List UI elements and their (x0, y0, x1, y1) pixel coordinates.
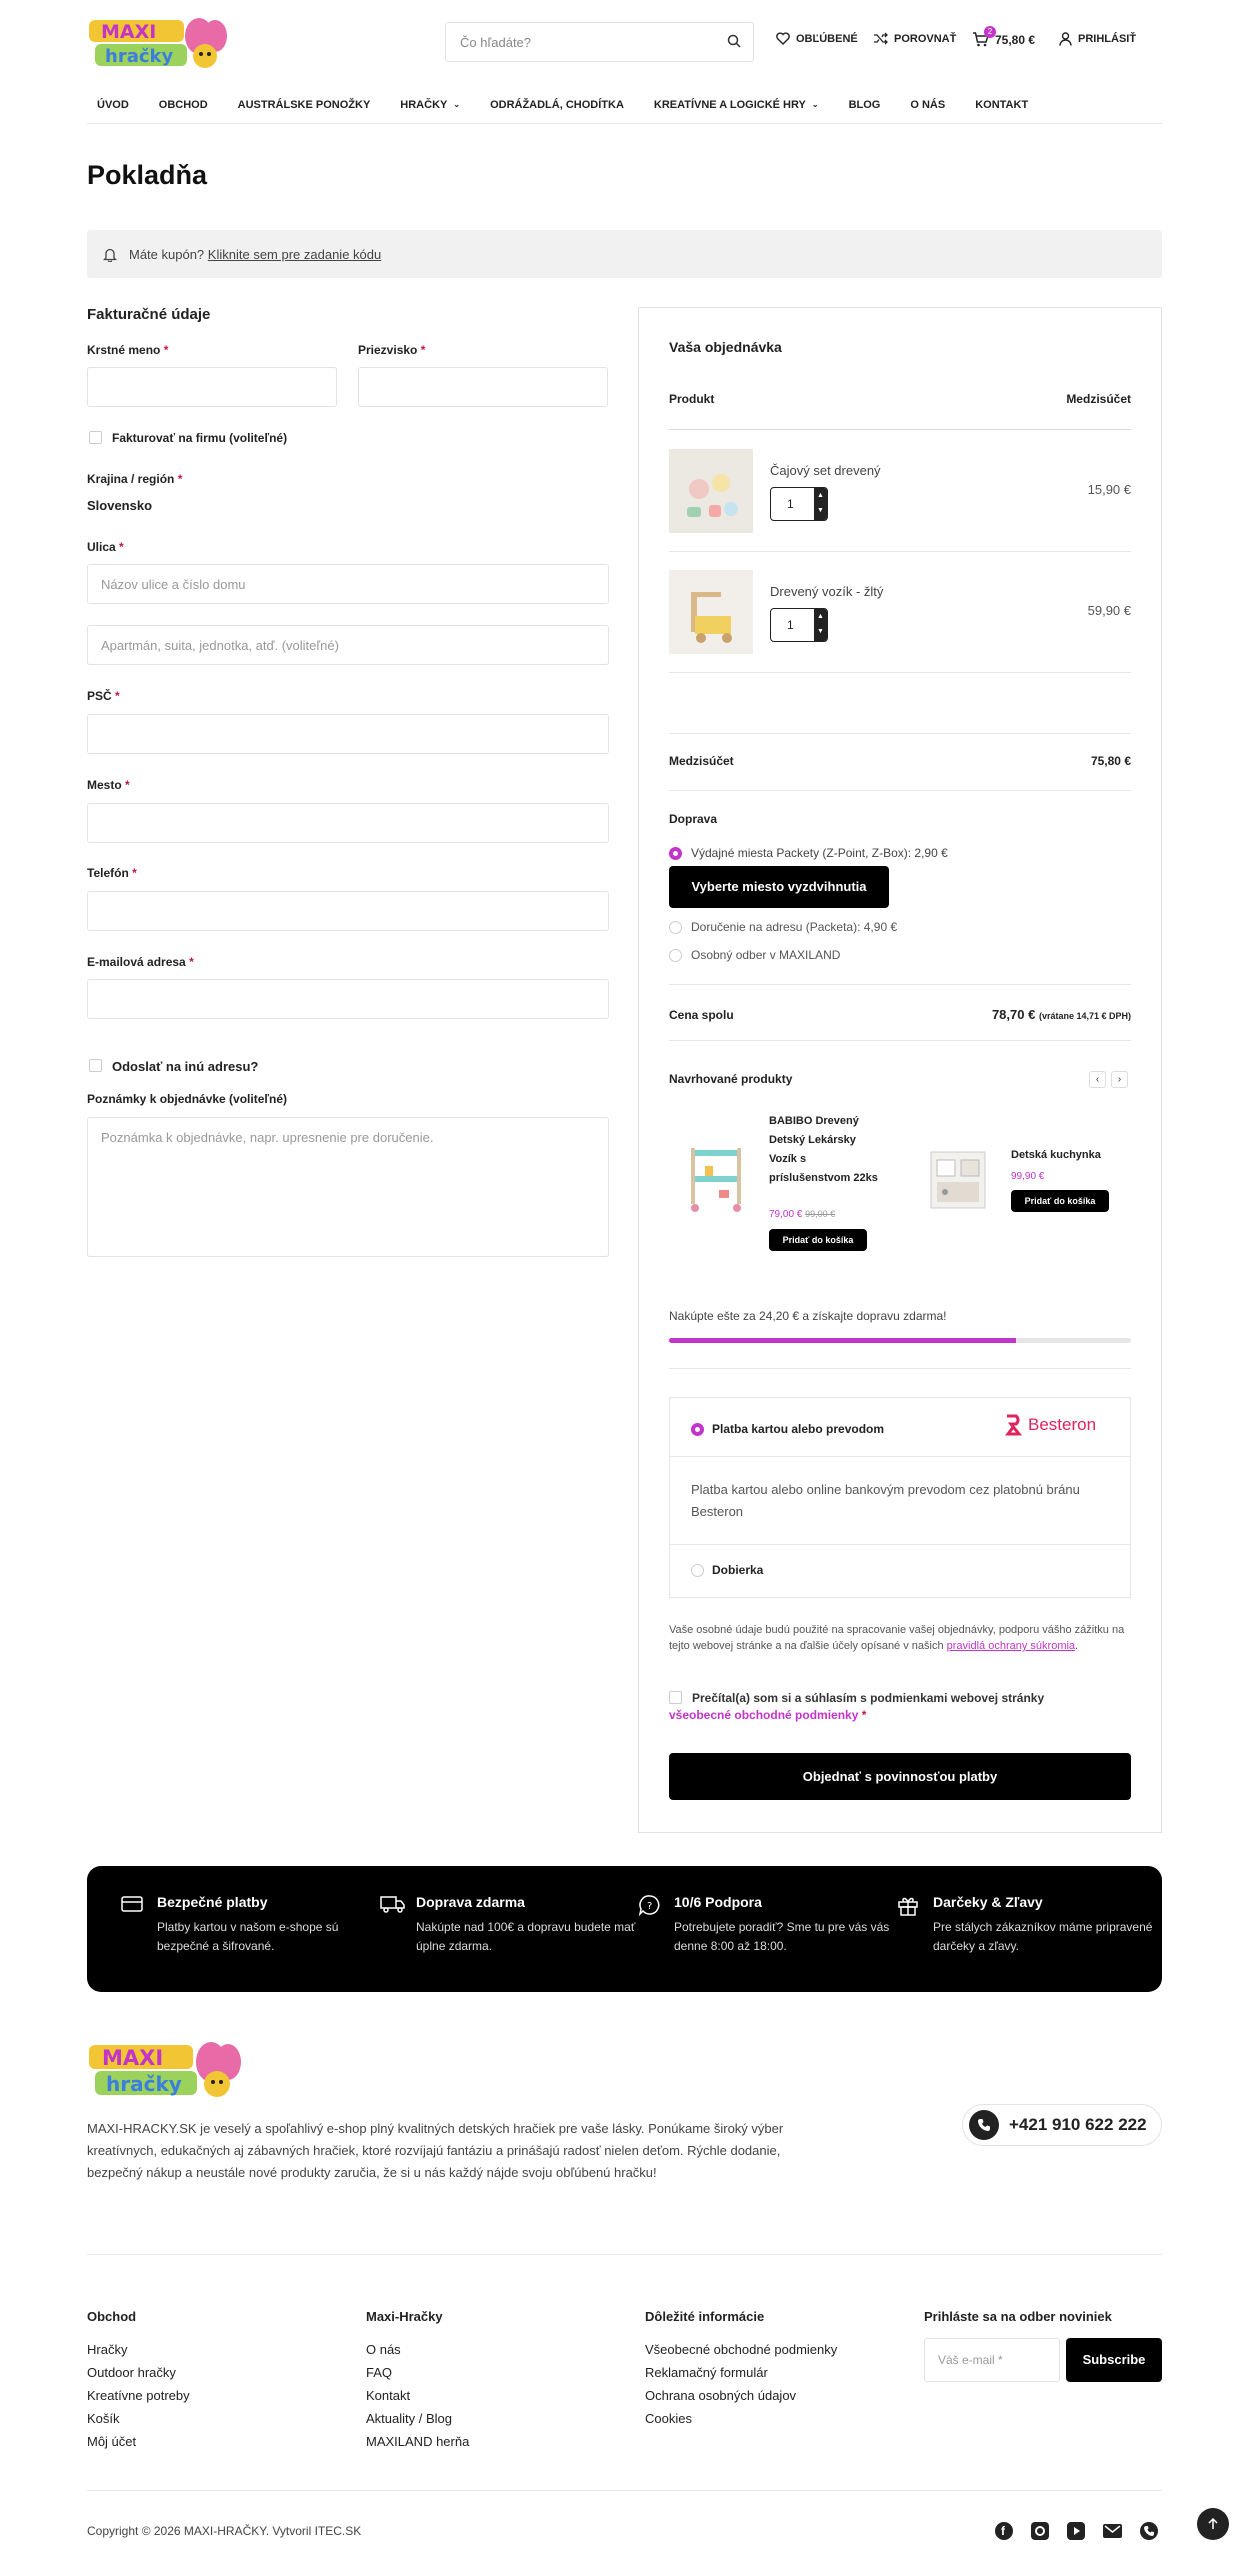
total-tax: (vrátane 14,71 € DPH) (1038, 1011, 1131, 1021)
svg-text:MAXI: MAXI (101, 21, 157, 43)
quantity-value: 1 (787, 497, 794, 511)
footer-col-title: Obchod (87, 2309, 137, 2324)
suggested-product-price: 99,90 € (1011, 1171, 1045, 1182)
login-link[interactable] (1059, 32, 1136, 46)
wishlist-label: OBĽÚBENÉ (796, 32, 858, 45)
shipping-option-label: Osobný odber v MAXILAND (691, 948, 841, 962)
subtotal-value: 75,80 € (1090, 754, 1131, 768)
main-menu (87, 86, 1162, 124)
search-placeholder: Čo hľadáte? (460, 35, 532, 50)
menu-label: AUSTRÁLSKE PONOŽKY (237, 98, 371, 111)
street-label: Ulica * (87, 540, 124, 554)
login-label: PRIHLÁSIŤ (1078, 33, 1137, 45)
terms-link-line: všeobecné obchodné podmienky * (669, 1708, 867, 1722)
menu-label: O NÁS (910, 98, 946, 111)
street2-input[interactable] (87, 625, 609, 665)
feature-secure-payments (157, 1894, 387, 1956)
divider (669, 1040, 1131, 1041)
city-label: Mesto * (87, 778, 130, 792)
col-subtotal: Medzisúčet (1066, 392, 1131, 406)
payment-cod-label: Dobierka (712, 1563, 764, 1577)
coupon-link[interactable]: Kliknite sem pre zadanie kódu (207, 246, 382, 262)
menu-item-kontakt[interactable] (975, 99, 1028, 111)
search-icon[interactable] (727, 34, 741, 51)
quantity-arrows[interactable]: ▲ ▼ (814, 488, 827, 520)
divider (669, 1368, 1131, 1369)
privacy-notice: Vaše osobné údaje budú použité na spracovanie vašej objednávky, podporu vášho zážitku na tejto webovej stránke a na ďalšie účely opísané v našich pravidlá ochrany súkromia. (669, 1624, 1125, 1652)
menu-item-kreativne[interactable] (654, 99, 819, 111)
footer-link[interactable]: Košík (87, 2411, 120, 2426)
chevron-right-icon[interactable]: › (1111, 1071, 1128, 1088)
company-checkbox[interactable] (89, 431, 102, 444)
suggested-product-image[interactable] (911, 1130, 1005, 1224)
footer-about: MAXI-HRACKY.SK je veselý a spoľahlivý e-shop plný kvalitných detských hračiek pre vaše lásky. Ponúkame široký výber kreatívnych, edukačných aj zábavných hračiek, ktoré rozvíjajú fantáziu a prinášajú radosť nielen deťom. Rýchle dodanie, bezpečný nákup a neustále nové produkty zaručia, že si u nás každý nájde svoju obľúbenú hračku! (87, 2121, 784, 2180)
divider (669, 733, 1131, 734)
truck-icon (380, 1894, 406, 1917)
notes-placeholder: Poznámka k objednávke, napr. upresnenie pre doručenie. (101, 1130, 434, 1145)
quantity-stepper[interactable] (770, 487, 828, 521)
footer-link[interactable]: Aktuality / Blog (366, 2411, 452, 2426)
cart-total: 75,80 € (995, 32, 1036, 47)
footer-link[interactable]: Kreatívne potreby (87, 2388, 190, 2403)
payment-card-label: Platba kartou alebo prevodom (712, 1422, 885, 1436)
pickup-point-button[interactable]: Vyberte miesto vyzdvihnutia (669, 866, 889, 908)
add-to-cart-button[interactable]: Pridať do košíka (1011, 1190, 1109, 1212)
terms-checkbox[interactable] (669, 1691, 682, 1704)
feature-free-shipping (416, 1894, 646, 1956)
privacy-text: Vaše osobné údaje budú použité na spracovanie vašej objednávky, podporu vášho zážitku na tejto webovej stránke a na ďalšie účely opísané v našich (669, 1624, 1125, 1652)
footer-col-info (645, 2309, 837, 2434)
shipping-option-label: Doručenie na adresu (Packeta): 4,90 € (691, 920, 898, 934)
instagram-icon[interactable] (1031, 2522, 1049, 2540)
footer-link[interactable]: Reklamačný formulár (645, 2365, 768, 2380)
besteron-logo (1005, 1414, 1096, 1436)
free-shipping-text: Nakúpte ešte za 24,20 € a získajte dopravu zdarma! (669, 1309, 947, 1323)
free-shipping-progress (669, 1338, 1131, 1343)
chevron-down-icon: ⌄ (453, 100, 461, 109)
notes-textarea[interactable] (87, 1117, 609, 1257)
notes-label: Poznámky k objednávke (voliteľné) (87, 1092, 288, 1106)
city-input[interactable] (87, 803, 609, 843)
item-price: 15,90 € (1087, 482, 1131, 497)
item-name[interactable]: Drevený vozík - žltý (770, 584, 884, 599)
cart-count-badge: 2 (984, 26, 996, 38)
footer-divider (87, 2254, 1162, 2255)
menu-label: KONTAKT (975, 98, 1029, 111)
page-title: Pokladňa (87, 160, 208, 190)
footer-link[interactable]: Môj účet (87, 2434, 137, 2449)
heart-icon (776, 32, 790, 45)
feature-title: 10/6 Podpora (674, 1894, 762, 1910)
divider (669, 551, 1131, 552)
footer-link[interactable]: Hračky (87, 2342, 128, 2357)
bell-icon (103, 247, 117, 262)
svg-text:?: ? (647, 1901, 653, 1912)
menu-item-ponozky[interactable] (238, 99, 371, 111)
street2-placeholder: Apartmán, suita, jednotka, atď. (voliteľné) (101, 638, 339, 653)
youtube-icon[interactable] (1067, 2522, 1085, 2540)
cart-link[interactable] (972, 32, 1035, 47)
payment-card-description: Platba kartou alebo online bankovým prevodom cez platobnú bránu Besteron (691, 1482, 1080, 1519)
first-name-input[interactable] (87, 367, 337, 407)
feature-desc: Pre stálych zákazníkov máme pripravené darčeky a zľavy. (933, 1920, 1153, 1953)
zip-label: PSČ * (87, 689, 120, 703)
quantity-stepper[interactable] (770, 608, 828, 642)
item-price: 59,90 € (1087, 603, 1131, 618)
phone-small-icon[interactable] (1140, 2522, 1158, 2540)
coupon-text: Máte kupón? (129, 246, 205, 262)
quantity-arrows[interactable]: ▲ ▼ (814, 609, 827, 641)
shipping-radio-packeta[interactable] (669, 847, 682, 860)
company-label: Fakturovať na firmu (voliteľné) (112, 431, 288, 445)
zip-input[interactable] (87, 714, 609, 754)
menu-label: ODRÁŽADLÁ, CHODÍTKA (490, 98, 624, 111)
feature-title: Darčeky & Zľavy (933, 1894, 1043, 1910)
progress-fill (669, 1338, 1016, 1343)
country-value: Slovensko (87, 498, 153, 513)
suggested-product-price (769, 1209, 835, 1220)
col-product: Produkt (669, 392, 715, 406)
old-price: 99,00 € (805, 1209, 836, 1219)
phone-icon (969, 2110, 999, 2140)
ship-other-label: Odoslať na inú adresu? (112, 1059, 259, 1074)
email-input[interactable] (87, 979, 609, 1019)
footer-col-title: Maxi-Hračky (366, 2309, 443, 2324)
features-band (87, 1866, 1162, 1992)
suggested-product-name[interactable]: BABIBO Drevený Detský Lekársky Vozík s príslušenstvom 22ks (769, 1115, 878, 1184)
suggested-product-name[interactable]: Detská kuchynka (1011, 1149, 1101, 1161)
footer-link[interactable]: MAXILAND herňa (366, 2434, 470, 2449)
credit-card-icon (121, 1894, 145, 1917)
footer-link[interactable]: Cookies (645, 2411, 692, 2426)
phone-input[interactable] (87, 891, 609, 931)
menu-item-obchod[interactable] (159, 99, 208, 111)
shipping-label: Doprava (669, 812, 718, 826)
total-label: Cena spolu (669, 1008, 734, 1022)
divider (670, 1456, 1130, 1457)
footer-divider (87, 2490, 1162, 2491)
menu-label: HRAČKY (400, 98, 448, 111)
wishlist-link[interactable] (776, 32, 858, 45)
footer-link[interactable]: O nás (366, 2342, 401, 2357)
order-heading: Vaša objednávka (669, 339, 782, 355)
country-label: Krajina / región * (87, 472, 183, 486)
shuffle-icon (873, 32, 888, 45)
street-placeholder: Názov ulice a číslo domu (101, 577, 246, 592)
newsletter-email-input[interactable] (924, 2338, 1060, 2382)
place-order-button[interactable]: Objednať s povinnosťou platby (669, 1753, 1131, 1800)
newsletter-title: Prihláste sa na odber noviniek (924, 2309, 1112, 2324)
menu-item-uvod[interactable] (97, 99, 129, 111)
quantity-value: 1 (787, 618, 794, 632)
divider (669, 984, 1131, 985)
street-input[interactable] (87, 564, 609, 604)
payment-radio-card[interactable] (691, 1423, 704, 1436)
email-icon[interactable] (1103, 2524, 1122, 2538)
divider (669, 790, 1131, 791)
billing-heading: Fakturačné údaje (87, 306, 211, 323)
price: 79,00 € (769, 1209, 803, 1220)
phone-label: Telefón * (87, 866, 137, 880)
terms-text: Prečítal(a) som si a súhlasím s podmienkami webovej stránky (692, 1691, 1045, 1705)
svg-text:hračky: hračky (105, 46, 174, 67)
menu-label: OBCHOD (158, 98, 208, 111)
menu-label: KREATÍVNE A LOGICKÉ HRY (653, 98, 806, 111)
footer-link[interactable]: FAQ (366, 2365, 393, 2380)
shipping-radio-address[interactable] (669, 921, 682, 934)
back-to-top-button[interactable] (1197, 2508, 1229, 2540)
feature-desc: Potrebujete poradiť? Sme tu pre vás vás denne 8:00 až 18:00. (674, 1920, 890, 1953)
last-name-label: Priezvisko * (358, 343, 426, 357)
divider (669, 429, 1131, 430)
menu-item-hracky[interactable] (400, 99, 460, 111)
arrow-up-icon (1207, 2518, 1219, 2530)
footer-link[interactable]: Ochrana osobných údajov (645, 2388, 797, 2403)
menu-label: BLOG (848, 98, 881, 111)
total-value-wrap (992, 1007, 1131, 1022)
divider (670, 1544, 1130, 1545)
menu-item-o-nas[interactable] (910, 99, 945, 111)
order-review-box (638, 307, 1162, 1833)
email-label: E-mailová adresa * (87, 955, 194, 969)
svg-text:hračky: hračky (106, 2072, 182, 2096)
footer-col-title: Dôležité informácie (645, 2309, 765, 2324)
feature-title: Doprava zdarma (416, 1894, 525, 1910)
newsletter-placeholder: Váš e-mail * (938, 2353, 1003, 2367)
suggested-heading: Navrhované produkty (669, 1072, 793, 1086)
item-name[interactable]: Čajový set drevený (770, 463, 881, 478)
footer-link[interactable]: Všeobecné obchodné podmienky (645, 2342, 838, 2357)
shipping-radio-pickup[interactable] (669, 949, 682, 962)
payment-radio-cod[interactable] (691, 1564, 704, 1577)
footer-link[interactable]: Kontakt (366, 2388, 411, 2403)
chevron-down-icon: ⌄ (811, 100, 819, 109)
feature-desc: Nakúpte nad 100€ a dopravu budete mať úplne zdarma. (416, 1920, 636, 1953)
footer-col-shop (87, 2309, 190, 2457)
user-icon (1059, 32, 1072, 46)
besteron-text: Besteron (1028, 1415, 1097, 1434)
add-to-cart-button[interactable]: Pridať do košíka (769, 1229, 867, 1251)
first-name-label: Krstné meno * (87, 343, 169, 357)
compare-label: POROVNAŤ (894, 32, 957, 45)
footer-link[interactable]: Outdoor hračky (87, 2365, 176, 2380)
terms-link[interactable]: všeobecné obchodné podmienky (669, 1708, 859, 1722)
gift-icon (897, 1894, 919, 1919)
last-name-input[interactable] (358, 367, 608, 407)
phone-button[interactable] (962, 2104, 1162, 2146)
chevron-left-icon[interactable]: ‹ (1089, 1071, 1106, 1088)
feature-support (647, 1894, 904, 1956)
suggested-product-image[interactable] (669, 1130, 763, 1224)
compare-link[interactable] (873, 32, 956, 45)
subtotal-label: Medzisúčet (669, 754, 734, 768)
menu-item-odrazadla[interactable] (490, 99, 624, 111)
menu-item-blog[interactable] (849, 99, 881, 111)
ship-other-checkbox[interactable] (89, 1059, 102, 1072)
divider (669, 672, 1131, 673)
site-logo[interactable] (87, 14, 239, 72)
shipping-option-label: Výdajné miesta Packety (Z-Point, Z-Box): 2,90 € (691, 846, 948, 860)
menu-label: ÚVOD (97, 98, 129, 111)
facebook-icon[interactable]: f (995, 2522, 1013, 2540)
copyright: Copyright © 2026 MAXI-HRAČKY. Vytvoril ITEC.SK (87, 2524, 362, 2538)
search-box[interactable] (445, 22, 754, 62)
feature-desc: Platby kartou v našom e-shope sú bezpečné a šifrované. (157, 1920, 339, 1953)
terms-label (692, 1689, 1112, 1708)
privacy-policy-link[interactable]: pravidlá ochrany súkromia (946, 1640, 1076, 1652)
besteron-icon (1005, 1414, 1023, 1436)
phone-number: +421 910 622 222 (1009, 2115, 1147, 2134)
feature-gifts (933, 1894, 1163, 1956)
subscribe-button[interactable]: Subscribe (1066, 2338, 1162, 2382)
help-bubble-icon (638, 1894, 662, 1919)
coupon-notice (87, 230, 1162, 278)
feature-title: Bezpečné platby (157, 1894, 268, 1910)
footer-col-maxi (366, 2309, 469, 2457)
svg-text:MAXI: MAXI (102, 2046, 164, 2070)
total-value: 78,70 € (991, 1007, 1036, 1022)
product-thumbnail-cart[interactable] (669, 570, 753, 654)
footer-logo[interactable] (87, 2038, 253, 2102)
product-thumbnail-tea-set[interactable] (669, 449, 753, 533)
